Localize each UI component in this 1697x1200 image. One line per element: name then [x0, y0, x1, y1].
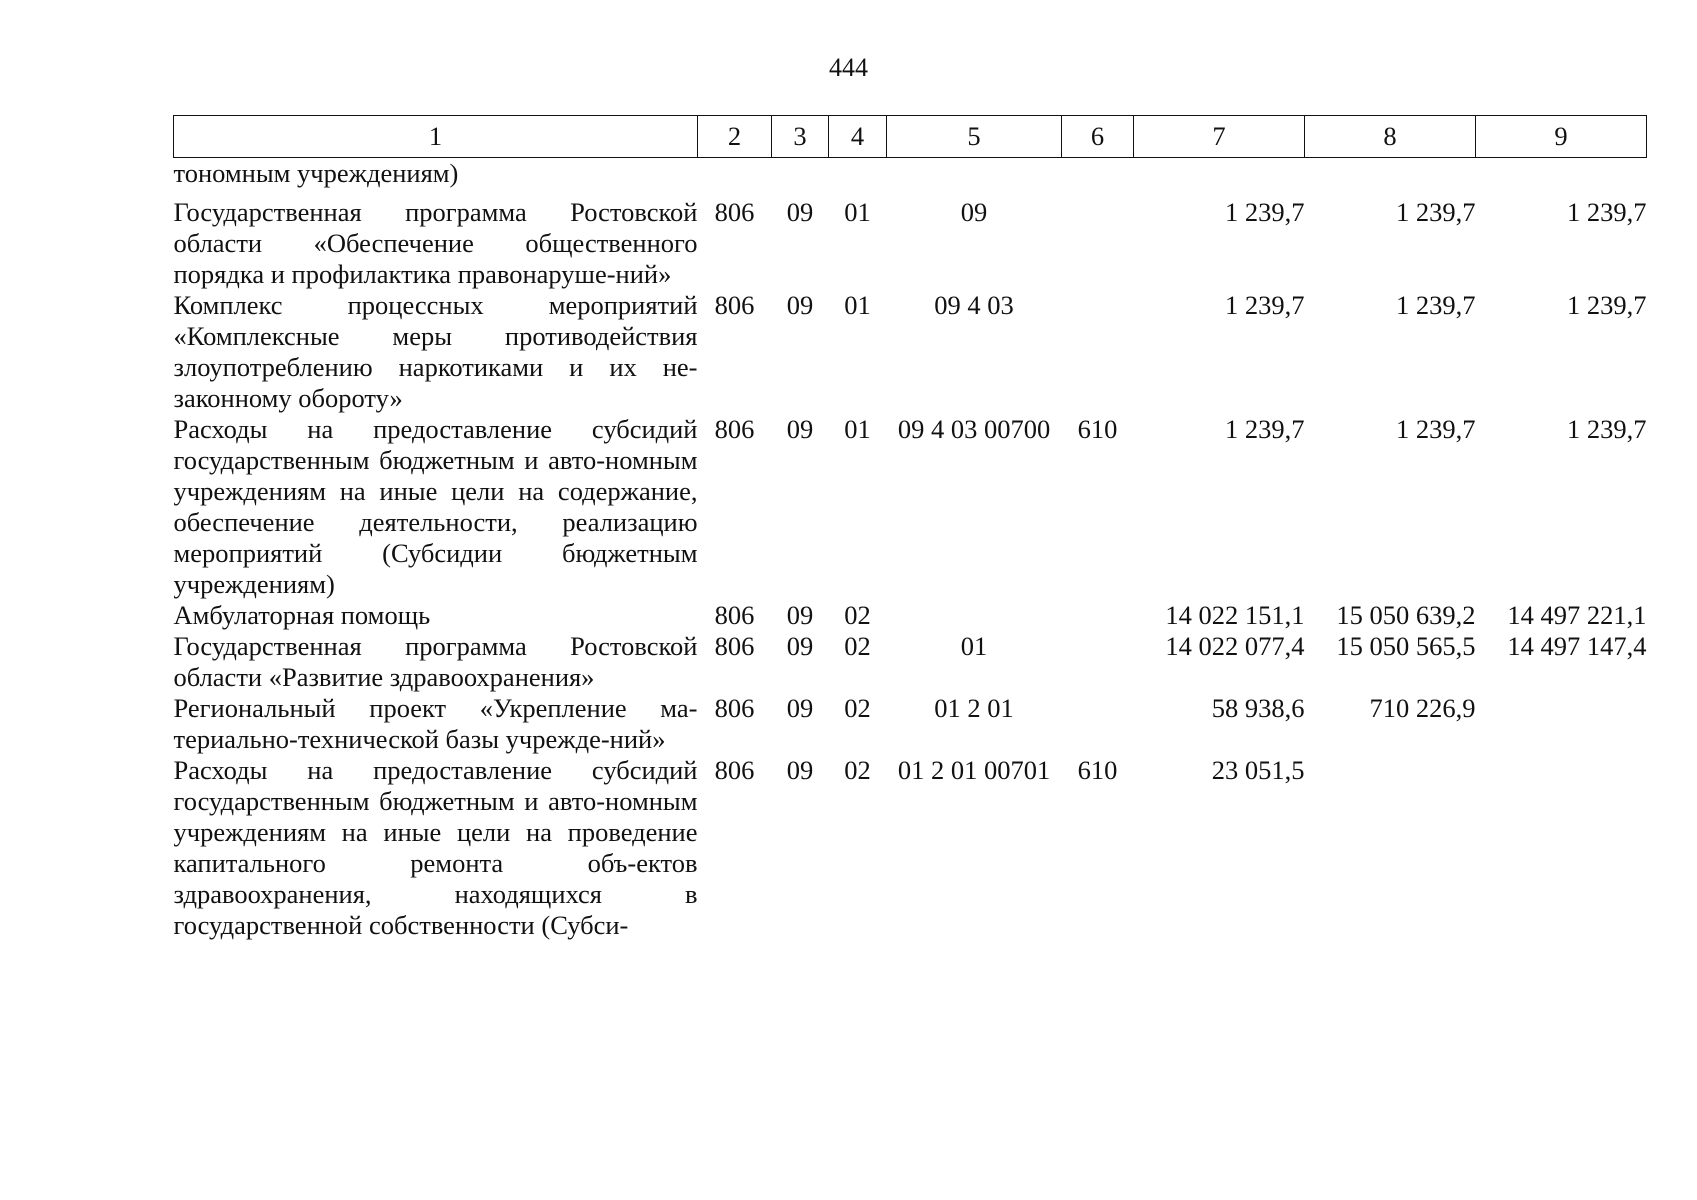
cell-ministry-code: 806: [714, 755, 755, 785]
cell-value-7: 1 239,7: [1225, 290, 1305, 320]
row-description: Региональный проект «Укрепление ма-териально-технической базы учрежде-ний»: [173, 693, 698, 754]
cell-target-article: 01 2 01 00701: [897, 755, 1051, 785]
cell-value-9: 1 239,7: [1567, 197, 1647, 227]
cell-ministry-code: 806: [714, 693, 755, 723]
table-row: [174, 693, 1647, 755]
cell-value-9: 1 239,7: [1567, 414, 1647, 444]
cell-value-7: 23 051,5: [1211, 755, 1305, 785]
cell-subsection-code: 02: [844, 600, 871, 630]
cell-ministry-code: 806: [714, 600, 755, 630]
cell-subsection-code: 01: [844, 197, 871, 227]
cell-subsection-code: 01: [844, 290, 871, 320]
cell-ministry-code: [698, 158, 772, 190]
header-col-5: 5: [887, 116, 1062, 158]
cell-ministry-code: 806: [714, 197, 755, 227]
cell-value-9: 1 239,7: [1567, 290, 1647, 320]
cell-expense-type: 610: [1077, 755, 1118, 785]
cell-value-8: 15 050 565,5: [1336, 631, 1476, 661]
table-row: [174, 189, 1647, 290]
header-col-2: 2: [698, 116, 772, 158]
cell-target-article: 09: [960, 197, 988, 227]
cell-target-article: 01 2 01: [934, 693, 1014, 723]
cell-value-7: 14 022 077,4: [1165, 631, 1305, 661]
header-col-4: 4: [829, 116, 887, 158]
table-row: [174, 600, 1647, 631]
row-description: Государственная программа Ростовской области «Развитие здравоохранения»: [173, 631, 698, 692]
cell-subsection-code: 02: [844, 693, 871, 723]
header-col-7: 7: [1134, 116, 1305, 158]
header-col-6: 6: [1062, 116, 1134, 158]
row-description: Расходы на предоставление субсидий государственным бюджетным и авто-номным учреждениям на иные цели на проведение капитального ремонта объ-ектов здравоохранения, находящихся в государственной собственности (Субси-: [173, 755, 698, 940]
cell-ministry-code: 806: [714, 631, 755, 661]
cell-expense-type: [1062, 693, 1134, 755]
cell-subsection-code: 02: [844, 755, 871, 785]
cell-section-code: 09: [786, 631, 814, 661]
cell-value-8: [1305, 755, 1476, 941]
cell-target-article: [887, 600, 1062, 631]
cell-expense-type: 610: [1077, 414, 1118, 444]
table-body: [174, 158, 1647, 942]
row-description: Государственная программа Ростовской области «Обеспечение общественного порядка и профилактика правонаруше-ний»: [173, 197, 698, 289]
cell-section-code: 09: [786, 693, 814, 723]
cell-section-code: 09: [786, 600, 814, 630]
cell-value-7: 58 938,6: [1211, 693, 1305, 723]
cell-expense-type: [1062, 158, 1134, 190]
table-row: [174, 158, 1647, 190]
table-row: [174, 631, 1647, 693]
header-col-3: 3: [772, 116, 829, 158]
cell-expense-type: [1062, 600, 1134, 631]
cell-section-code: 09: [786, 414, 814, 444]
cell-value-8: [1305, 158, 1476, 190]
header-col-8: 8: [1305, 116, 1476, 158]
table-row: [174, 755, 1647, 941]
cell-target-article: 09 4 03: [934, 290, 1014, 320]
cell-value-8: 1 239,7: [1396, 414, 1476, 444]
table-row: [174, 414, 1647, 600]
cell-expense-type: [1062, 189, 1134, 290]
cell-value-7: 14 022 151,1: [1165, 600, 1305, 630]
cell-target-article: 09 4 03 00700: [897, 414, 1051, 444]
cell-value-8: 710 226,9: [1369, 693, 1476, 723]
cell-target-article: [887, 158, 1062, 190]
cell-expense-type: [1062, 290, 1134, 414]
row-description: Комплекс процессных мероприятий «Комплексные меры противодействия злоупотреблению наркотиками и их не-законному обороту»: [173, 290, 698, 413]
cell-section-code: [772, 158, 829, 190]
header-col-1: 1: [174, 116, 698, 158]
cell-value-7: [1134, 158, 1305, 190]
cell-target-article: 01: [960, 631, 988, 661]
budget-table: [173, 115, 1647, 941]
cell-expense-type: [1062, 631, 1134, 693]
page-number: 444: [829, 53, 868, 82]
cell-subsection-code: 02: [844, 631, 871, 661]
cell-value-9: [1476, 693, 1647, 755]
cell-value-8: 1 239,7: [1396, 290, 1476, 320]
row-description: Амбулаторная помощь: [173, 600, 431, 630]
cell-value-8: 15 050 639,2: [1336, 600, 1476, 630]
cell-value-9: [1476, 158, 1647, 190]
cell-value-7: 1 239,7: [1225, 197, 1305, 227]
row-description: тономным учреждениям): [173, 158, 459, 188]
table-row: [174, 290, 1647, 414]
header-col-9: 9: [1476, 116, 1647, 158]
header-row: [174, 116, 1647, 158]
cell-value-9: 14 497 147,4: [1507, 631, 1647, 661]
cell-section-code: 09: [786, 197, 814, 227]
table-header: [174, 116, 1647, 158]
cell-ministry-code: 806: [714, 414, 755, 444]
cell-subsection-code: [829, 158, 887, 190]
cell-value-9: 14 497 221,1: [1507, 600, 1647, 630]
cell-value-9: [1476, 755, 1647, 941]
cell-ministry-code: 806: [714, 290, 755, 320]
cell-section-code: 09: [786, 290, 814, 320]
cell-subsection-code: 01: [844, 414, 871, 444]
cell-section-code: 09: [786, 755, 814, 785]
cell-value-8: 1 239,7: [1396, 197, 1476, 227]
cell-value-7: 1 239,7: [1225, 414, 1305, 444]
row-description: Расходы на предоставление субсидий государственным бюджетным и авто-номным учреждениям на иные цели на содержание, обеспечение деятельности, реализацию мероприятий (Субсидии бюджетным учреждениям): [173, 414, 698, 599]
